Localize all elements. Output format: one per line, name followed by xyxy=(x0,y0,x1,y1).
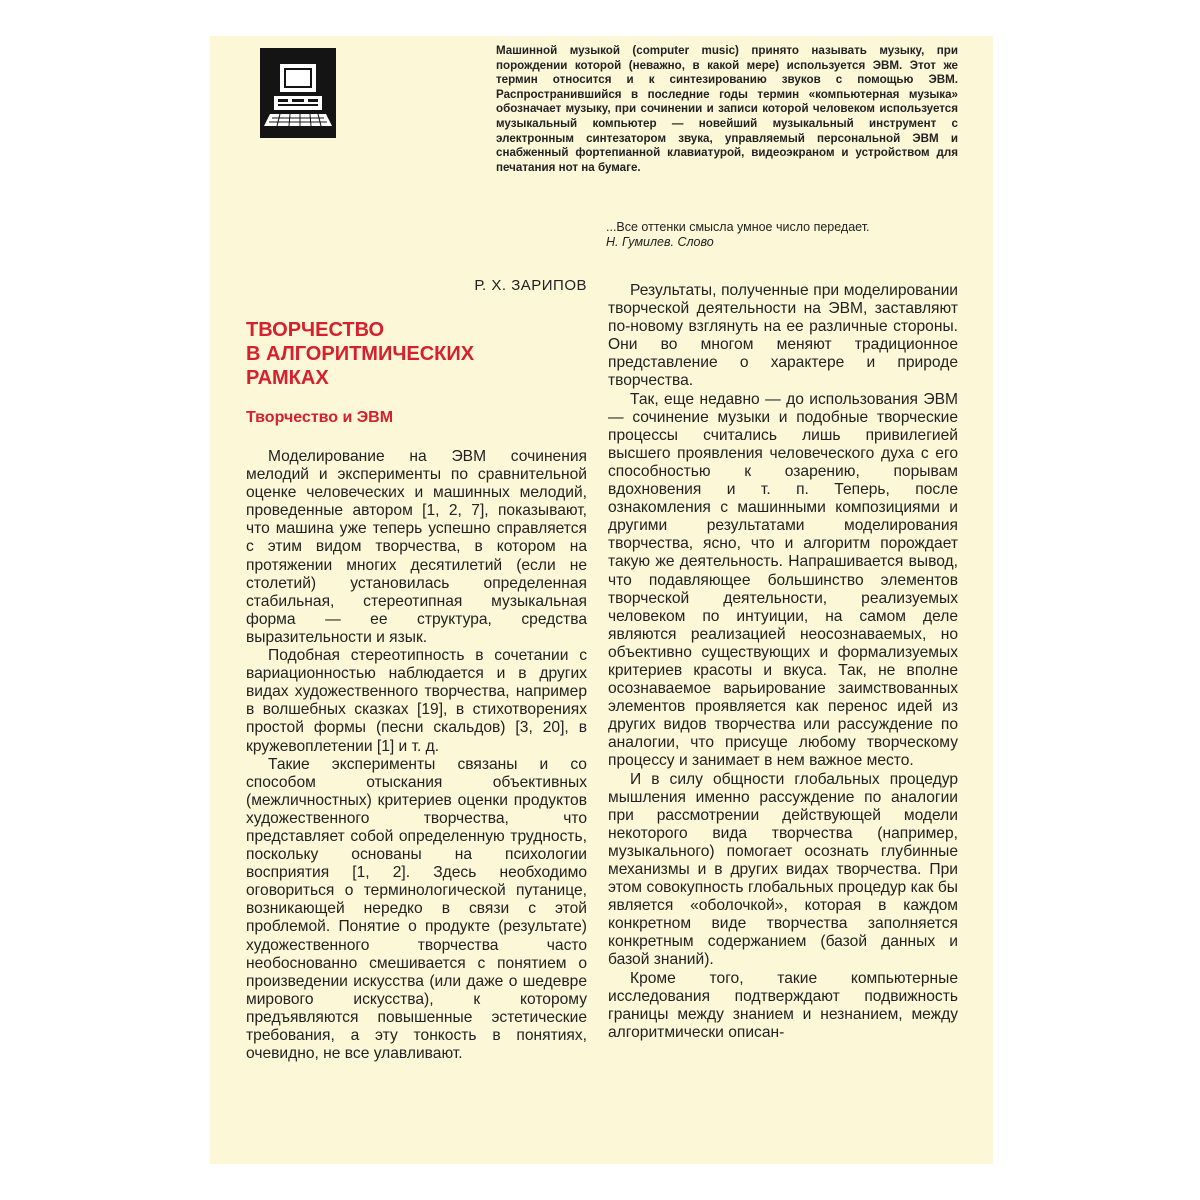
abstract-text: Машинной музыкой (computer music) принято называть музыку, при порождении которой (неважно, в какой мере) используется ЭВМ. Этот же термин относится и к синтезированию звуков с помощью ЭВМ. Распространившийся в последние годы термин «компьютерная музыка» обозначает музыку, при сочинении и записи которой человеком используется музыкальный компьютер — новейший музыкальный инструмент с электронным синтезатором звука, управляемый персональной ЭВМ и снабженный фортепианной клавиатурой, видеоэкраном и устройством для печатания нот на бумаге. xyxy=(496,44,958,174)
epigraph-source: Н. Гумилев. Слово xyxy=(606,235,714,249)
title-line: ТВОРЧЕСТВО xyxy=(246,319,385,341)
paragraph: Такие эксперименты связаны и со способом отыскания объективных (межличностных) критериев оценки продуктов художественного творчества, что представляет собой определенную трудность, поскольку основаны на психологии восприятия [1, 2]. Здесь необходимо оговориться о терминологической путанице, возникающей нередко в связи с этой проблемой. Понятие о продукте (результате) художественного творчества часто необоснованно смешивается с понятием о произведении искусства (или даже о шедевре мирового искусства), к которому предъявляются повышенные эстетические требования, а эту тонкость в понятиях, очевидно, не все улавливают. xyxy=(246,755,587,1063)
paragraph: Моделирование на ЭВМ сочинения мелодий и эксперименты по сравнительной оценке человеческих и машинных мелодий, проведенные автором [1, 2, 7], показывают, что машина уже теперь успешно справляется с этим видом творчества, в котором на протяжении многих десятилетий (если не столетий) установилась определенная стабильная, стереотипная музыкальная форма — ее структура, средства выразительности и язык. xyxy=(246,448,587,646)
article-title xyxy=(246,318,566,390)
paragraph: И в силу общности глобальных процедур мышления именно рассуждение по аналогии при рассмотрении действующей модели некоторого вида творчества (например, музыкального) помогает осознать глубинные механизмы и в других видах творчества. При этом совокупность глобальных процедур как бы является «оболочкой», которая в каждом конкретном виде творчества заполняется конкретным содержанием (базой данных и базой знаний). xyxy=(608,770,958,969)
article-page xyxy=(210,36,993,1164)
author-name: Р. Х. ЗАРИПОВ xyxy=(474,277,587,294)
paragraph: Результаты, полученные при моделировании творческой деятельности на ЭВМ, заставляют по-новому взглянуть на ее различные стороны. Они во многом меняют традиционное представление о характере и природе творчества. xyxy=(608,282,958,390)
computer-icon xyxy=(260,48,336,138)
paragraph: Подобная стереотипность в сочетании с вариационностью наблюдается и в других видах художественного творчества, например в волшебных сказках [19], в стихотворениях простой формы (песни скальдов) [3, 20], в кружевоплетении [1] и т. д. xyxy=(246,647,587,755)
paragraph: Так, еще недавно — до использования ЭВМ — сочинение музыки и подобные творческие процессы считались лишь привилегией высшего проявления человеческого духа с его способностью к озарению, порывам вдохновения и т. п. Теперь, после ознакомления с машинными композициями и другими результатами моделирования творчества, ясно, что и алгоритм порождает такую же деятельность. Напрашивается вывод, что подавляющее большинство элементов творческой деятельности, реализуемых человеком по интуиции, на самом деле являются реализацией неосознаваемых, но объективно существующих и формализуемых критериев красоты и вкуса. Так, не вполне осознаваемое варьирование заимствованных элементов проявляется как перенос идей из других видов творчества или рассуждение по аналогии, что присуще любому творческому процессу и занимает в нем важное место. xyxy=(608,390,958,770)
epigraph-quote: ...Все оттенки смысла умное число передает. xyxy=(606,220,870,234)
title-line: РАМКАХ xyxy=(246,367,329,389)
left-column xyxy=(246,448,587,1063)
right-column xyxy=(608,282,958,1042)
epigraph xyxy=(606,220,958,250)
paragraph: Кроме того, такие компьютерные исследования подтверждают подвижность границы между знанием и незнанием, между алгоритмически описан- xyxy=(608,969,958,1041)
section-heading: Творчество и ЭВМ xyxy=(246,409,394,426)
title-line: В АЛГОРИТМИЧЕСКИХ xyxy=(246,343,475,365)
